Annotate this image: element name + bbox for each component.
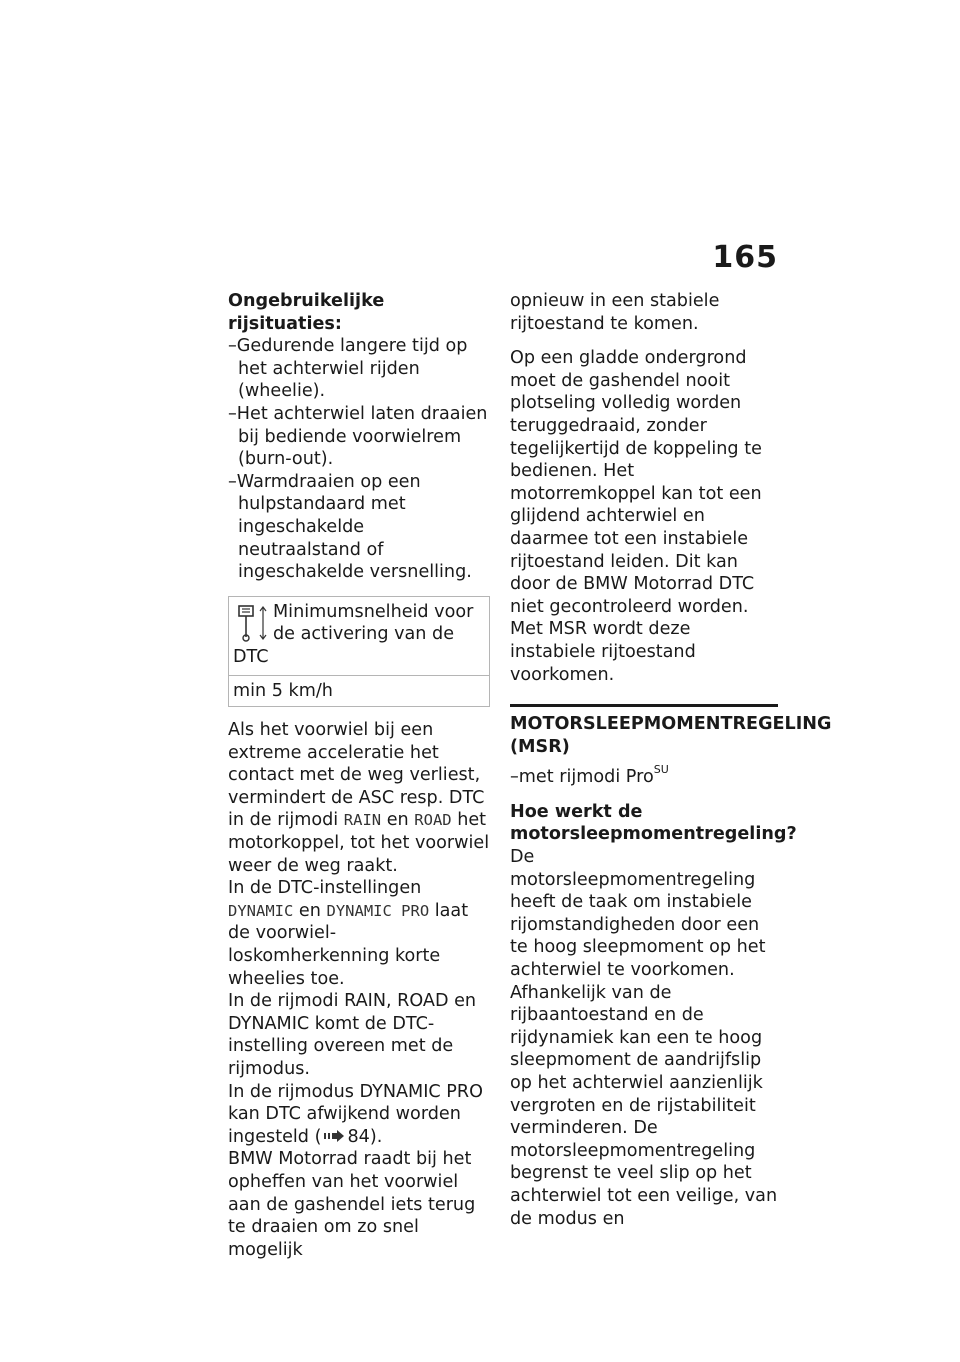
mode-dynamic: DYNAMIC [228,901,294,920]
mode-rain: RAIN [343,811,382,830]
spec-header [229,597,489,676]
list-dash: – [228,336,237,357]
mode-dynamic-pro: DYNAMIC PRO [326,901,430,920]
paragraph: BMW Motorrad raadt bij het opheffen van het voorwiel aan de gashendel iets terug te draaien om zo snel mogelijk [228,1149,476,1260]
left-column [228,290,492,1261]
paragraph [228,1081,492,1149]
option-text: met rijmodi Pro [518,767,654,788]
spec-wrench-icon [235,603,269,643]
right-column [510,290,832,1230]
spec-label [233,601,485,669]
list-dash: – [228,471,237,492]
text-run: Als het voorwiel bij een extreme acceleratie het contact met de weg verliest, vermindert de ASC resp. DTC in de rijmodi [228,720,485,831]
situation-list [228,335,492,584]
text-run: en [386,810,409,831]
page-number: 165 [712,240,778,275]
paragraph: Op een gladde ondergrond moet de gashendel nooit plotseling volledig worden teruggedraaid, zonder tegelijkertijd de koppeling te bedienen. Het motorremkoppel kan tot een glijdend achterwiel en daarmee tot een instabiele rijtoestand leiden. Dit kan door de BMW Motorrad DTC niet gecontroleerd worden. Met MSR wordt deze instabiele rijtoestand voorkomen. [510,348,762,685]
text-run: In de DTC-instellingen [228,878,422,899]
spec-label-main: Minimumsnelheid voor de activering van de [273,601,474,645]
question-heading: Hoe werkt de motorsleepmomentregeling? [510,801,797,845]
list-dash: – [228,403,237,424]
paragraph: De motorsleepmomentregeling heeft de taak om instabiele rijomstandigheden door een te hoog sleepmoment op het achterwiel te voorkomen. Afhankelijk van de rijbaantoestand en de rijdynamiek kan een te hoog sleepmoment de aandrijfslip op het achterwiel aanzienlijk vergroten en de rijstabiliteit verminderen. De motorsleepmomentregeling begrenst te veel slip op het achterwiel tot een veilige, van de modus en [510,847,778,1229]
list-item [228,471,492,584]
section-title: MOTORSLEEPMOMENTREGELING (MSR) [510,714,832,757]
text-run: het motorkoppel, tot het voorwiel weer de weg raakt. [228,810,490,876]
page-reference-arrow-icon [323,1130,345,1142]
paragraph: In de rijmodi RAIN, ROAD en DYNAMIC komt de DTC-instelling overeen met de rijmodus. [228,991,477,1079]
text-run: In de rijmodus DYNAMIC PRO kan DTC afwijkend worden ingesteld ( [228,1081,483,1147]
spec-table [228,596,490,707]
list-item-text: Gedurende langere tijd op het achterwiel rijden (wheelie). [236,336,468,402]
section-divider [510,704,778,707]
text-run: laat de voorwiel-loskomherkenning korte wheelies toe. [228,900,469,989]
text-run: ). [369,1126,383,1147]
paragraph [228,719,492,877]
list-item-text: Het achterwiel laten draaien bij bediende voorwielrem (burn-out). [236,403,488,470]
list-item-text: Warmdraaien op een hulpstandaard met ingeschakelde neutraalstand of ingeschakelde versnelling. [236,471,472,583]
page-reference[interactable]: 84 [347,1126,370,1147]
list-item [228,335,492,403]
left-heading: Ongebruikelijke rijsituaties: [228,291,385,334]
text-run: en [298,900,321,921]
option-sup: SU [653,763,669,777]
option-dash: – [510,767,519,788]
spec-label-dtc: DTC [233,646,269,667]
spec-value: min 5 km/h [233,680,333,701]
list-item [228,403,492,471]
paragraph [228,877,492,990]
paragraph: opnieuw in een stabiele rijtoestand te komen. [510,291,720,334]
mode-road: ROAD [414,811,452,830]
option-line [510,763,780,789]
